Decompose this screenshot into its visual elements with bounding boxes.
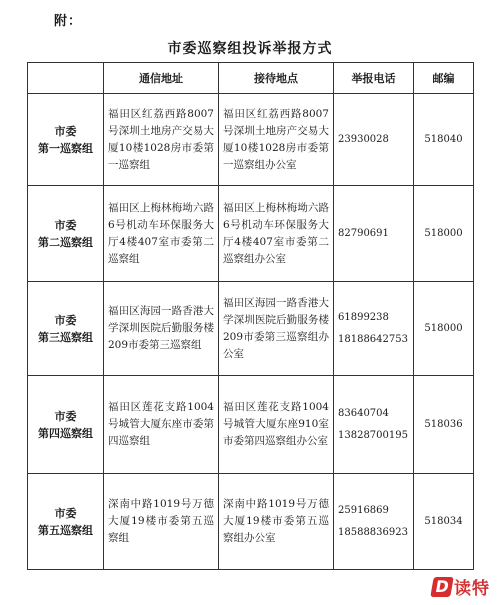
table-row — [28, 94, 474, 186]
mailing-address-cell: 福田区海园一路香港大学深圳医院后勤服务楼209市委第三巡察组 — [104, 282, 219, 376]
group-name-cell — [28, 376, 104, 474]
header-postal-code: 邮编 — [414, 63, 474, 94]
reception-location-cell: 福田区莲花支路1004号城管大厦东座910室市委第四巡察组办公室 — [219, 376, 334, 474]
phone-number: 25916869 — [338, 504, 389, 516]
header-reception-location: 接待地点 — [219, 63, 334, 94]
group-name-cell — [28, 94, 104, 186]
group-name-cell — [28, 474, 104, 570]
table-header-row — [28, 63, 474, 94]
group-name-cell — [28, 186, 104, 282]
dute-logo-text: 读特 — [454, 579, 490, 599]
group-name-line2: 第三巡察组 — [38, 330, 93, 344]
postal-code-cell: 518036 — [414, 376, 474, 474]
mailing-address-cell: 深南中路1019号万德大厦19楼市委第五巡察组 — [104, 474, 219, 570]
phone-cell — [334, 474, 414, 570]
mailing-address-cell: 福田区莲花支路1004号城管大厦东座市委第四巡察组 — [104, 376, 219, 474]
table-row — [28, 282, 474, 376]
dute-logo — [432, 574, 490, 599]
group-name-line2: 第二巡察组 — [38, 235, 93, 249]
phone-cell — [334, 186, 414, 282]
reception-location-cell: 福田区海园一路香港大学深圳医院后勤服务楼209市委第三巡察组办公室 — [219, 282, 334, 376]
mailing-address-cell: 福田区红荔西路8007号深圳土地房产交易大厦10楼1028房市委第一巡察组 — [104, 94, 219, 186]
mailing-address-cell: 福田区上梅林梅坳六路6号机动车环保服务大厅4楼407室市委第二巡察组 — [104, 186, 219, 282]
phone-number: 83640704 — [338, 407, 389, 419]
header-group-name — [28, 63, 104, 94]
dute-logo-icon: D — [430, 577, 454, 597]
group-name-line1: 市委 — [54, 218, 77, 232]
group-name-line1: 市委 — [54, 409, 77, 423]
phone-number: 23930028 — [338, 133, 389, 145]
table-row — [28, 186, 474, 282]
group-name-line2: 第五巡察组 — [38, 523, 93, 537]
report-channels-table — [27, 62, 474, 570]
postal-code-cell: 518000 — [414, 282, 474, 376]
header-mailing-address: 通信地址 — [104, 63, 219, 94]
group-name-cell — [28, 282, 104, 376]
phone-number: 82790691 — [338, 227, 389, 239]
phone-number: 18188642753 — [338, 333, 408, 345]
postal-code-cell: 518000 — [414, 186, 474, 282]
phone-cell — [334, 94, 414, 186]
group-name-line2: 第四巡察组 — [38, 426, 93, 440]
reception-location-cell: 深南中路1019号万德大厦19楼市委第五巡察组办公室 — [219, 474, 334, 570]
group-name-line1: 市委 — [54, 506, 77, 520]
group-name-line1: 市委 — [54, 124, 77, 138]
document-title: 市委巡察组投诉举报方式 — [167, 41, 333, 57]
reception-location-cell: 福田区上梅林梅坳六路6号机动车环保服务大厅4楼407室市委第二巡察组办公室 — [219, 186, 334, 282]
phone-number: 13828700195 — [338, 429, 408, 441]
phone-cell — [334, 376, 414, 474]
attachment-label: 附： — [54, 14, 83, 29]
table-row — [28, 376, 474, 474]
phone-number: 18588836923 — [338, 526, 408, 538]
table-row — [28, 474, 474, 570]
header-report-phone: 举报电话 — [334, 63, 414, 94]
reception-location-cell: 福田区红荔西路8007号深圳土地房产交易大厦10楼1028房市委第一巡察组办公室 — [219, 94, 334, 186]
group-name-line2: 第一巡察组 — [38, 141, 93, 155]
phone-cell — [334, 282, 414, 376]
group-name-line1: 市委 — [54, 313, 77, 327]
phone-number: 61899238 — [338, 311, 389, 323]
postal-code-cell: 518040 — [414, 94, 474, 186]
postal-code-cell: 518034 — [414, 474, 474, 570]
